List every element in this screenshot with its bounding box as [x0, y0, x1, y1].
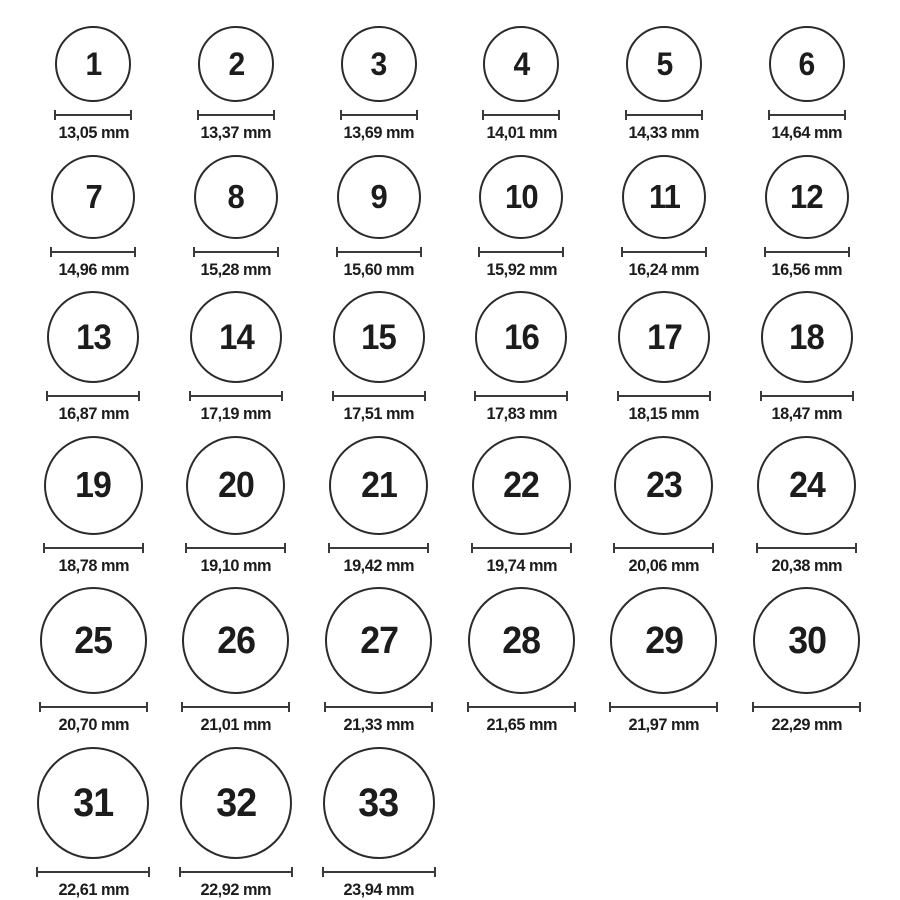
ring-circle [761, 291, 853, 383]
ring-circle [180, 747, 292, 859]
ring-size-number: 2 [228, 46, 244, 82]
ring-size-cell [478, 155, 564, 280]
diameter-dimension-line [764, 247, 850, 257]
ring-circle [618, 291, 710, 383]
ring-size-number: 15 [361, 317, 397, 357]
ring-size-number: 28 [502, 619, 541, 662]
ring-size-cell [189, 291, 283, 424]
diameter-label: 14,64 mm [771, 123, 842, 142]
ring-size-number: 21 [360, 464, 397, 506]
ring-size-number: 13 [75, 317, 111, 357]
diameter-label: 18,78 mm [58, 555, 129, 575]
ring-size-number: 18 [789, 317, 825, 357]
diameter-label: 15,28 mm [200, 259, 272, 279]
diameter-label: 21,33 mm [343, 715, 414, 735]
ring-size-number: 3 [370, 46, 387, 82]
ring-size-number: 16 [503, 317, 539, 357]
ring-circle [475, 291, 567, 383]
ring-circle [333, 291, 425, 383]
ring-size-number: 7 [85, 178, 102, 216]
diameter-label: 16,87 mm [58, 404, 129, 424]
diameter-dimension-line [756, 543, 857, 553]
diameter-dimension-line [336, 247, 422, 257]
ring-size-number: 1 [85, 46, 102, 82]
diameter-label: 17,51 mm [343, 404, 414, 424]
diameter-dimension-line [613, 543, 714, 553]
diameter-dimension-line [50, 247, 136, 257]
ring-circle [329, 436, 428, 535]
diameter-dimension-line [760, 391, 854, 401]
ring-circle [614, 436, 713, 535]
ring-size-cell [43, 436, 144, 576]
ring-size-cell [36, 747, 150, 900]
ring-size-cell [197, 26, 275, 143]
diameter-label: 17,19 mm [200, 404, 272, 424]
diameter-dimension-line [768, 110, 846, 120]
ring-circle [479, 155, 563, 239]
ring-size-cell [50, 155, 136, 280]
ring-size-number: 25 [74, 619, 113, 662]
ring-size-number: 20 [218, 464, 254, 506]
diameter-dimension-line [197, 110, 275, 120]
diameter-label: 17,83 mm [486, 404, 557, 424]
ring-size-number: 12 [790, 178, 823, 216]
ring-size-number: 19 [75, 464, 112, 506]
ring-circle [37, 747, 149, 859]
ring-circle [186, 436, 285, 535]
ring-size-cell [471, 436, 572, 576]
diameter-label: 15,92 mm [486, 259, 557, 279]
diameter-dimension-line [185, 543, 286, 553]
ring-size-cell [322, 747, 436, 900]
ring-size-number: 14 [218, 317, 254, 357]
diameter-label: 22,61 mm [58, 879, 129, 899]
ring-size-cell [46, 291, 140, 424]
diameter-dimension-line [752, 702, 861, 712]
diameter-dimension-line [46, 391, 140, 401]
ring-circle [769, 26, 845, 102]
diameter-label: 14,96 mm [58, 259, 129, 279]
diameter-dimension-line [482, 110, 560, 120]
diameter-dimension-line [193, 247, 279, 257]
ring-size-cell [768, 26, 846, 143]
diameter-dimension-line [332, 391, 426, 401]
ring-size-number: 26 [217, 619, 255, 662]
ring-size-cell [756, 436, 857, 576]
ring-size-number: 6 [798, 46, 815, 82]
ring-size-number: 17 [646, 317, 682, 357]
ring-size-cell [482, 26, 560, 143]
ring-size-number: 11 [648, 178, 680, 216]
diameter-label: 16,56 mm [771, 259, 842, 279]
diameter-dimension-line [474, 391, 568, 401]
ring-circle [40, 587, 147, 694]
ring-circle [468, 587, 575, 694]
diameter-dimension-line [322, 867, 436, 877]
diameter-dimension-line [324, 702, 433, 712]
ring-size-cell [328, 436, 429, 576]
ring-size-cell [193, 155, 279, 280]
ring-size-cell [764, 155, 850, 280]
diameter-dimension-line [340, 110, 418, 120]
ring-size-cell [185, 436, 286, 576]
ring-size-cell [336, 155, 422, 280]
chart-row [22, 291, 878, 424]
ring-size-number: 23 [646, 464, 682, 506]
ring-size-cell [609, 587, 718, 735]
chart-row [22, 26, 878, 143]
diameter-label: 13,69 mm [343, 123, 414, 142]
diameter-label: 20,06 mm [628, 555, 700, 575]
chart-row [22, 436, 878, 576]
diameter-dimension-line [54, 110, 132, 120]
diameter-dimension-line [181, 702, 290, 712]
ring-circle [44, 436, 143, 535]
diameter-dimension-line [621, 247, 707, 257]
ring-circle [472, 436, 571, 535]
diameter-dimension-line [43, 543, 144, 553]
ring-size-number: 22 [503, 464, 540, 506]
ring-size-number: 30 [787, 619, 826, 662]
ring-size-cell [332, 291, 426, 424]
diameter-label: 19,74 mm [486, 555, 557, 575]
ring-size-number: 10 [505, 178, 538, 216]
diameter-label: 22,92 mm [200, 879, 272, 899]
ring-circle [341, 26, 417, 102]
ring-size-number: 4 [513, 46, 530, 82]
diameter-dimension-line [179, 867, 293, 877]
ring-size-cell [474, 291, 568, 424]
ring-circle [323, 747, 435, 859]
diameter-label: 18,47 mm [771, 404, 842, 424]
ring-size-cell [621, 155, 707, 280]
ring-size-cell [752, 587, 861, 735]
ring-size-number: 24 [788, 464, 825, 506]
ring-size-number: 5 [656, 46, 672, 82]
diameter-dimension-line [328, 543, 429, 553]
ring-size-number: 31 [73, 780, 114, 825]
chart-row [22, 587, 878, 735]
diameter-label: 13,05 mm [58, 123, 129, 142]
diameter-label: 21,97 mm [628, 715, 700, 735]
diameter-label: 19,42 mm [343, 555, 414, 575]
diameter-dimension-line [189, 391, 283, 401]
ring-circle [47, 291, 139, 383]
diameter-dimension-line [36, 867, 150, 877]
ring-size-cell [181, 587, 290, 735]
ring-size-cell [617, 291, 711, 424]
diameter-label: 23,94 mm [343, 879, 414, 899]
ring-circle [325, 587, 432, 694]
diameter-dimension-line [625, 110, 703, 120]
ring-circle [51, 155, 135, 239]
ring-size-cell [39, 587, 148, 735]
chart-row [22, 747, 878, 900]
ring-size-cell [179, 747, 293, 900]
ring-circle [765, 155, 849, 239]
ring-size-number: 29 [645, 619, 683, 662]
diameter-dimension-line [467, 702, 576, 712]
ring-circle [190, 291, 282, 383]
ring-circle [610, 587, 717, 694]
ring-size-number: 32 [216, 780, 256, 825]
ring-circle [337, 155, 421, 239]
chart-row [22, 155, 878, 280]
diameter-label: 14,01 mm [486, 123, 557, 142]
ring-circle [622, 155, 706, 239]
diameter-label: 22,29 mm [771, 715, 842, 735]
ring-circle [483, 26, 559, 102]
diameter-dimension-line [39, 702, 148, 712]
diameter-label: 15,60 mm [343, 259, 414, 279]
ring-size-number: 8 [227, 178, 245, 216]
diameter-dimension-line [471, 543, 572, 553]
ring-size-cell [625, 26, 703, 143]
ring-circle [198, 26, 274, 102]
ring-circle [194, 155, 278, 239]
diameter-label: 19,10 mm [200, 555, 272, 575]
diameter-dimension-line [478, 247, 564, 257]
diameter-label: 21,01 mm [200, 715, 272, 735]
ring-size-cell [54, 26, 132, 143]
ring-size-number: 27 [359, 619, 398, 662]
ring-size-cell [467, 587, 576, 735]
ring-size-number: 9 [370, 178, 387, 216]
diameter-dimension-line [617, 391, 711, 401]
ring-circle [55, 26, 131, 102]
diameter-label: 16,24 mm [628, 259, 700, 279]
ring-circle [753, 587, 860, 694]
ring-circle [182, 587, 289, 694]
ring-size-number: 33 [358, 780, 399, 825]
diameter-label: 14,33 mm [628, 123, 700, 142]
diameter-label: 21,65 mm [486, 715, 557, 735]
diameter-label: 18,15 mm [628, 404, 700, 424]
ring-size-cell [340, 26, 418, 143]
diameter-dimension-line [609, 702, 718, 712]
diameter-label: 20,70 mm [58, 715, 129, 735]
diameter-label: 13,37 mm [200, 123, 272, 142]
ring-size-cell [613, 436, 714, 576]
ring-size-cell [324, 587, 433, 735]
diameter-label: 20,38 mm [771, 555, 842, 575]
ring-size-cell [760, 291, 854, 424]
ring-circle [757, 436, 856, 535]
ring-circle [626, 26, 702, 102]
